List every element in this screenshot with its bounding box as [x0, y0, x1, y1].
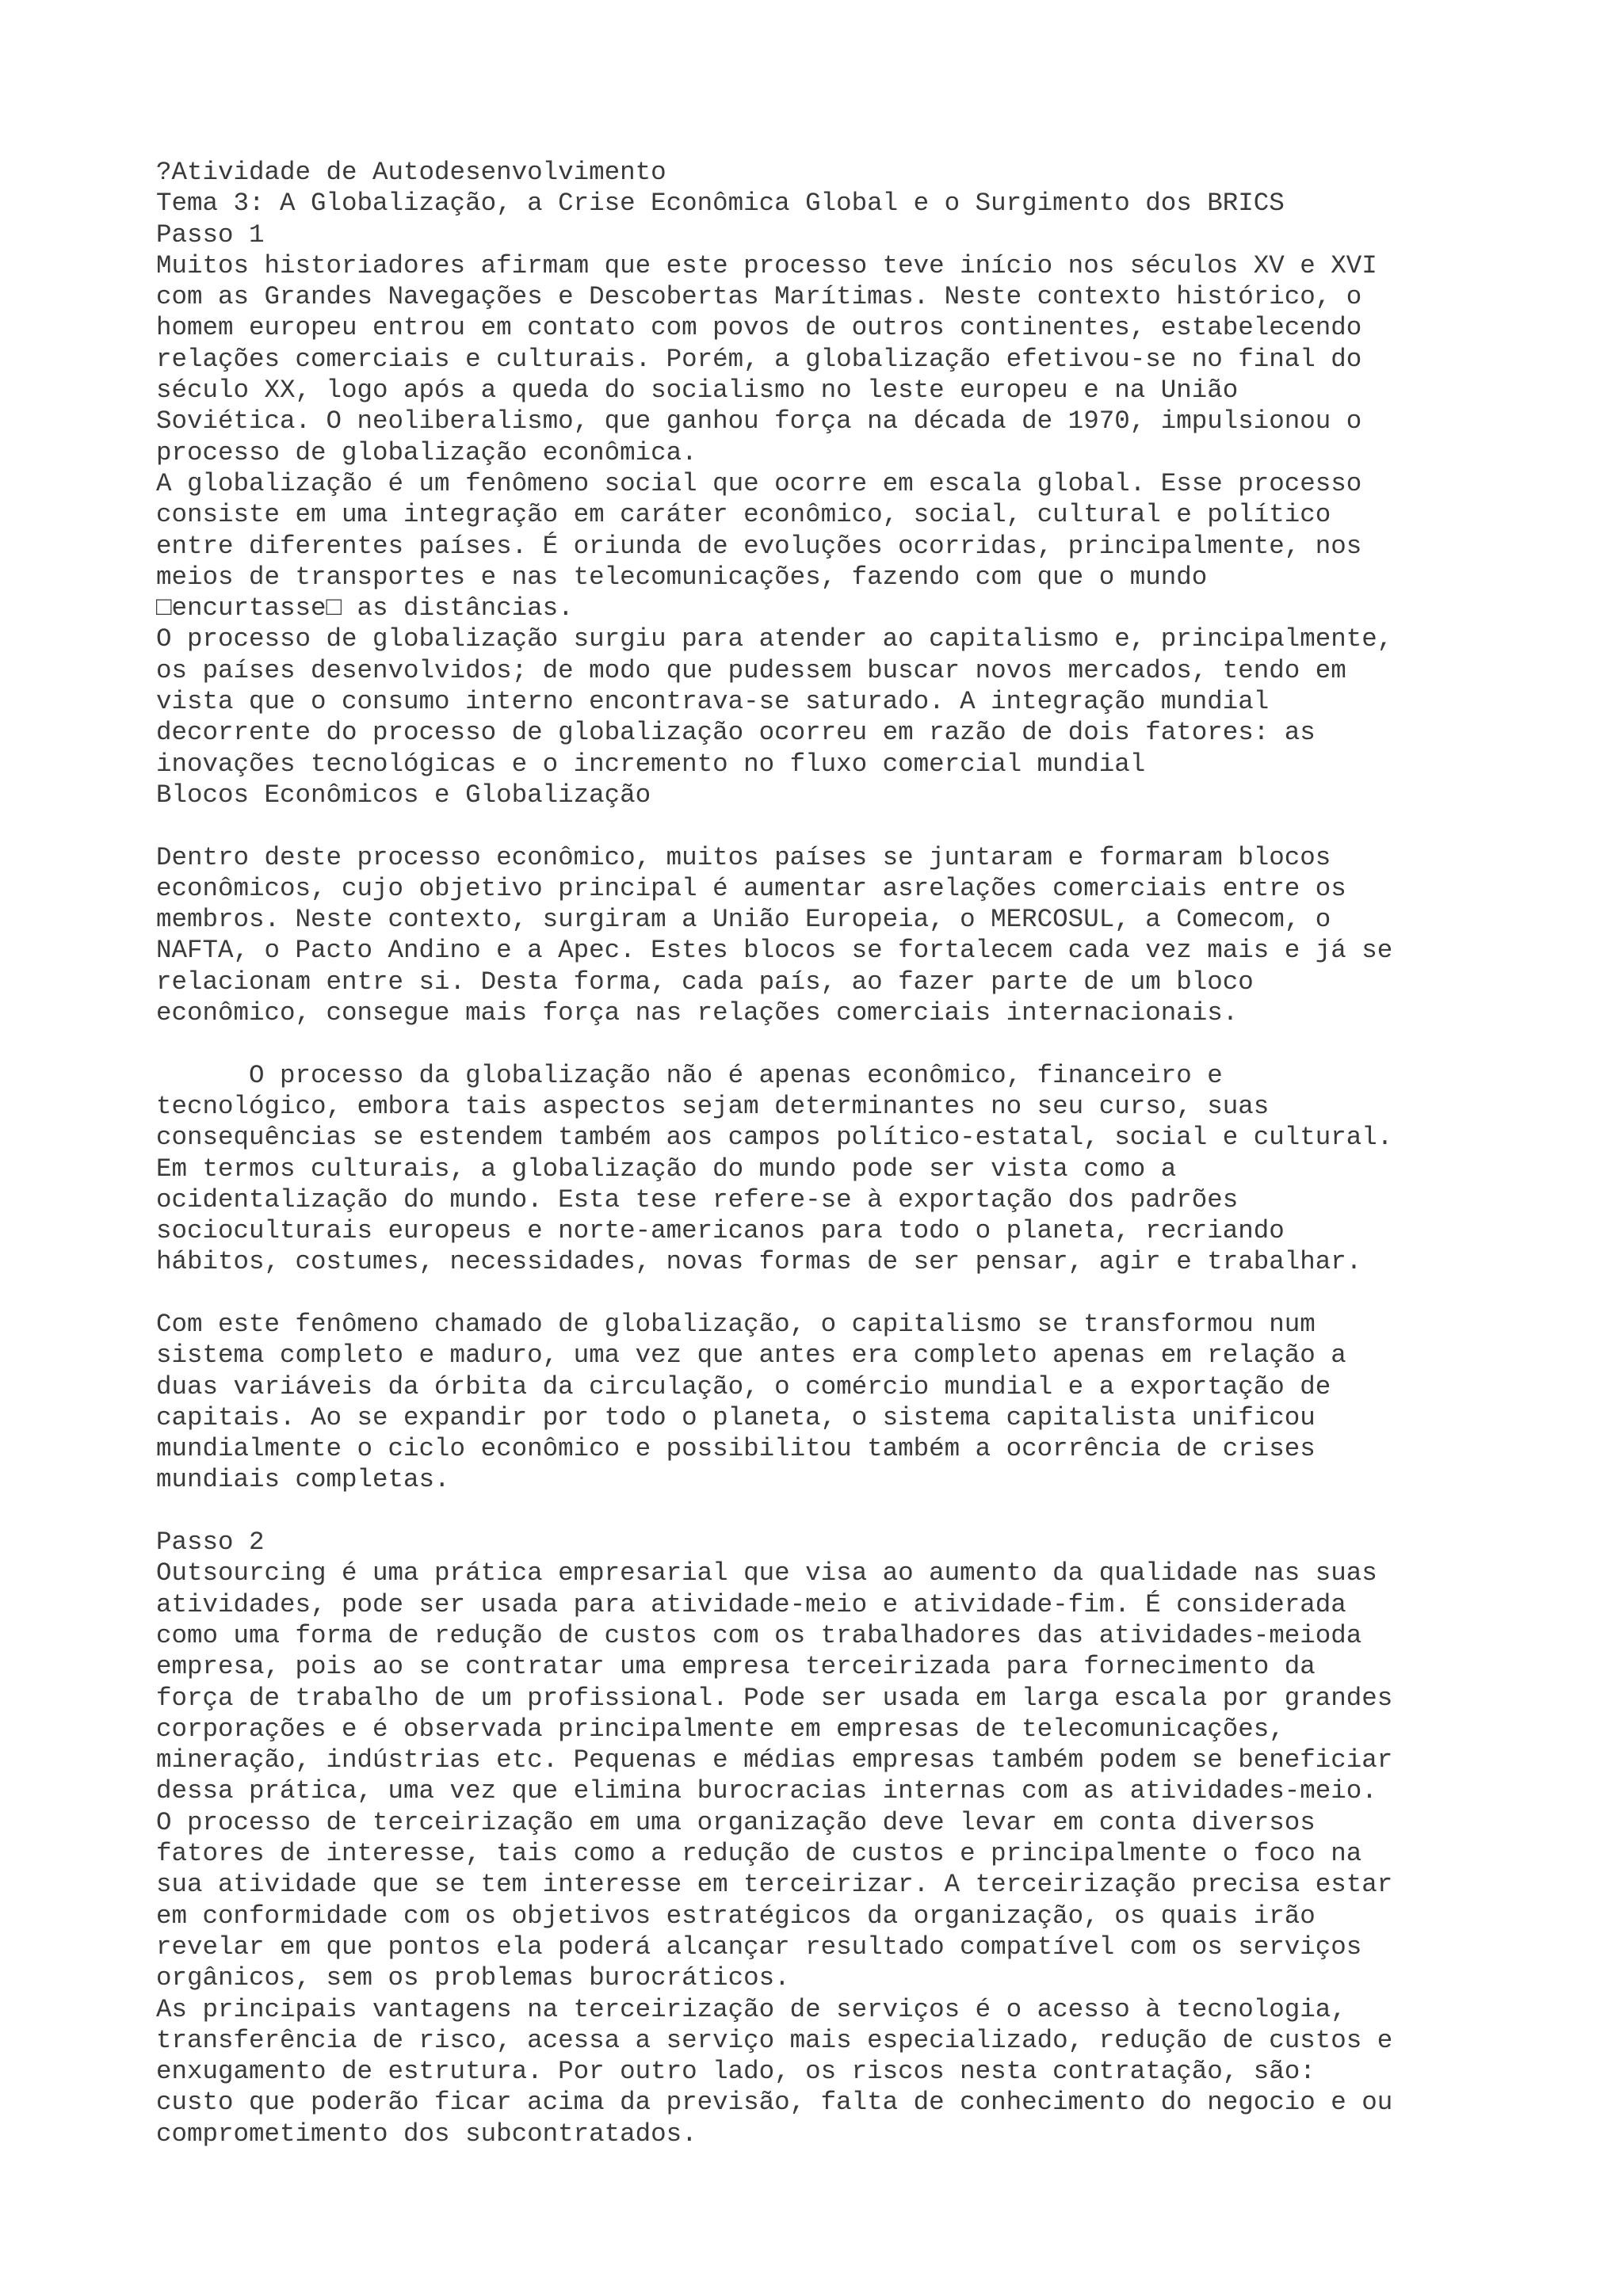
text-line: sua atividade que se tem interesse em terceirizar. A terceirização precisa estar — [156, 1870, 1393, 1900]
text-line: enxugamento de estrutura. Por outro lado, os riscos nesta contratação, são: — [156, 2057, 1316, 2087]
text-line: os países desenvolvidos; de modo que pudessem buscar novos mercados, tendo em — [156, 655, 1346, 685]
text-line: capitais. Ao se expandir por todo o planeta, o sistema capitalista unificou — [156, 1402, 1316, 1432]
text-line: vista que o consumo interno encontrava-se saturado. A integração mundial — [156, 687, 1270, 717]
text-line: O processo de terceirização em uma organização deve levar em conta diversos — [156, 1807, 1316, 1837]
text-line: Muitos historiadores afirmam que este processo teve início nos séculos XV e XVI — [156, 250, 1377, 280]
text-line: força de trabalho de um profissional. Pode ser usada em larga escala por grandes — [156, 1683, 1393, 1713]
text-line: em conformidade com os objetivos estratégicos da organização, os quais irão — [156, 1901, 1316, 1931]
text-line: Dentro deste processo econômico, muitos países se juntaram e formaram blocos — [156, 842, 1331, 872]
text-line: ?Atividade de Autodesenvolvimento — [156, 158, 666, 187]
text-line: A globalização é um fenômeno social que ocorre em escala global. Esse processo — [156, 468, 1362, 498]
text-line: como uma forma de redução de custos com os trabalhadores das atividades-meioda — [156, 1620, 1362, 1650]
text-line: NAFTA, o Pacto Andino e a Apec. Estes blocos se fortalecem cada vez mais e já se — [156, 936, 1393, 966]
text-line: com as Grandes Navegações e Descobertas Marítimas. Neste contexto histórico, o — [156, 282, 1362, 312]
text-line: ocidentalização do mundo. Esta tese refere-se à exportação dos padrões — [156, 1184, 1239, 1215]
text-line: entre diferentes países. É oriunda de evoluções ocorridas, principalmente, nos — [156, 531, 1362, 561]
text-line: orgânicos, sem os problemas burocráticos. — [156, 1963, 790, 1993]
text-line: Outsourcing é uma prática empresarial que visa ao aumento da qualidade nas suas — [156, 1558, 1377, 1589]
text-line: consiste em uma integração em caráter econômico, social, cultural e político — [156, 500, 1331, 530]
text-line: mundialmente o ciclo econômico e possibilitou também a ocorrência de crises — [156, 1434, 1316, 1464]
text-line: Passo 2 — [156, 1527, 265, 1558]
text-line: Soviética. O neoliberalismo, que ganhou força na década de 1970, impulsionou o — [156, 406, 1362, 437]
text-line: revelar em que pontos ela poderá alcançar resultado compatível com os serviços — [156, 1932, 1362, 1962]
text-line: homem europeu entrou em contato com povos de outros continentes, estabelecendo — [156, 313, 1362, 343]
text-line: relacionam entre si. Desta forma, cada país, ao fazer parte de um bloco — [156, 967, 1254, 997]
blank-line — [156, 1278, 1487, 1309]
text-line: econômico, consegue mais força nas relações comerciais internacionais. — [156, 998, 1239, 1028]
text-line: dessa prática, uma vez que elimina burocracias internas com as atividades-meio. — [156, 1776, 1377, 1806]
text-line: meios de transportes e nas telecomunicações, fazendo com que o mundo — [156, 562, 1208, 592]
text-line: econômicos, cujo objetivo principal é aumentar asrelações comerciais entre os — [156, 873, 1346, 903]
text-line: consequências se estendem também aos campos político-estatal, social e cultural. — [156, 1123, 1393, 1153]
text-line: O processo de globalização surgiu para atender ao capitalismo e, principalmente, — [156, 624, 1393, 654]
text-line: comprometimento dos subcontratados. — [156, 2119, 697, 2149]
text-line: atividades, pode ser usada para atividade-meio e atividade-fim. É considerada — [156, 1589, 1346, 1619]
text-line: sistema completo e maduro, uma vez que antes era completo apenas em relação a — [156, 1341, 1346, 1371]
text-line: inovações tecnológicas e o incremento no fluxo comercial mundial — [156, 749, 1146, 779]
text-line: fatores de interesse, tais como a redução de custos e principalmente o foco na — [156, 1839, 1362, 1869]
text-line: hábitos, costumes, necessidades, novas formas de ser pensar, agir e trabalhar. — [156, 1247, 1362, 1277]
text-line: século XX, logo após a queda do socialismo no leste europeu e na União — [156, 376, 1239, 406]
text-line: Em termos culturais, a globalização do mundo pode ser vista como a — [156, 1154, 1177, 1184]
text-line: mineração, indústrias etc. Pequenas e médias empresas também podem se beneficiar — [156, 1745, 1393, 1775]
text-line: mundiais completas. — [156, 1465, 450, 1495]
blank-line — [156, 1496, 1487, 1527]
text-line: Com este fenômeno chamado de globalização, o capitalismo se transformou num — [156, 1309, 1316, 1339]
text-line: membros. Neste contexto, surgiram a União Europeia, o MERCOSUL, a Comecom, o — [156, 905, 1331, 935]
text-line: transferência de risco, acessa a serviço mais especializado, redução de custos e — [156, 2025, 1393, 2055]
text-line: custo que poderão ficar acima da previsão, falta de conhecimento do negocio e ou — [156, 2088, 1393, 2118]
text-line: processo de globalização econômica. — [156, 437, 697, 467]
text-line: empresa, pois ao se contratar uma empresa terceirizada para fornecimento da — [156, 1652, 1316, 1682]
text-line: Blocos Econômicos e Globalização — [156, 780, 651, 810]
text-line: socioculturais europeus e norte-americanos para todo o planeta, recriando — [156, 1216, 1285, 1246]
text-line: Passo 1 — [156, 219, 265, 250]
text-line: □encurtasse□ as distâncias. — [156, 593, 574, 624]
text-line: Tema 3: A Globalização, a Crise Econômica Global e o Surgimento dos BRICS — [156, 189, 1285, 219]
text-line: relações comerciais e culturais. Porém, a globalização efetivou-se no final do — [156, 344, 1362, 374]
text-line: tecnológico, embora tais aspectos sejam determinantes no seu curso, suas — [156, 1091, 1270, 1121]
text-line: O processo da globalização não é apenas econômico, financeiro e — [156, 1060, 1223, 1090]
text-line: corporações e é observada principalmente em empresas de telecomunicações, — [156, 1714, 1285, 1744]
blank-line — [156, 1028, 1487, 1059]
text-line: As principais vantagens na terceirização de serviços é o acesso à tecnologia, — [156, 1994, 1346, 2024]
document-body — [156, 157, 1487, 2149]
blank-line — [156, 810, 1487, 841]
text-line: duas variáveis da órbita da circulação, o comércio mundial e a exportação de — [156, 1371, 1331, 1402]
text-line: decorrente do processo de globalização ocorreu em razão de dois fatores: as — [156, 718, 1316, 748]
